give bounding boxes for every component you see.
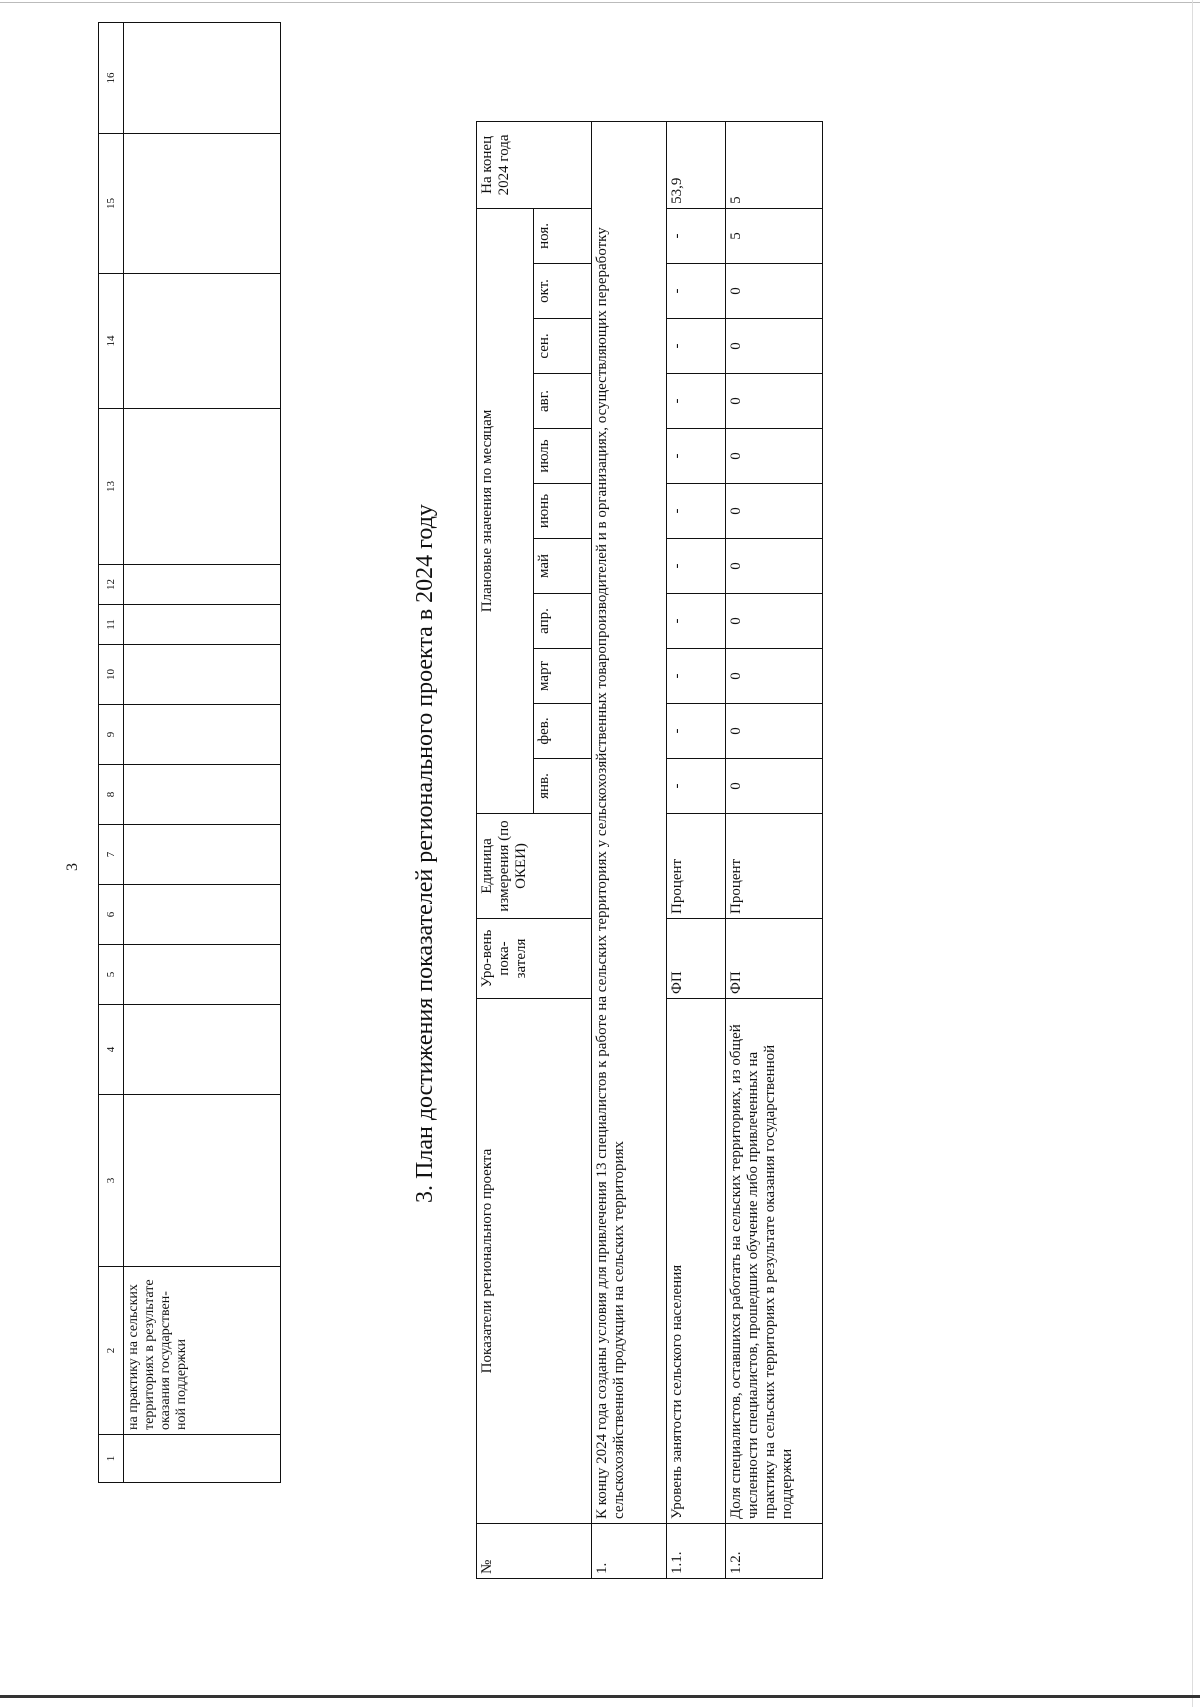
column-number: 10: [99, 645, 124, 705]
table-row: [726, 121, 823, 1578]
table-cell: [124, 705, 281, 765]
row-indicator: Доля специалистов, оставшихся работать на сельских территориях, из общей численности специалистов, прошедших обучение либо привлеченных на практику на сельских территориях в результате оказания государственной поддержки: [726, 999, 823, 1524]
column-number: 3: [99, 1095, 124, 1267]
row-month-value: 0: [726, 759, 823, 814]
row-unit: Процент: [726, 814, 823, 919]
row-month-value: -: [667, 594, 726, 649]
row-month-value: 0: [726, 484, 823, 539]
row-month-value: -: [667, 264, 726, 319]
column-number: 15: [99, 134, 124, 274]
row-month-value: 0: [726, 374, 823, 429]
table-cell: [124, 945, 281, 1005]
row-num: 1.1.: [667, 1524, 726, 1579]
header-month: сен.: [534, 319, 592, 374]
column-number: 6: [99, 885, 124, 945]
table-cell: на практику на сельских территориях в результате оказания государствен-ной поддержки: [124, 1267, 281, 1435]
row-month-value: 0: [726, 539, 823, 594]
table-cell: [124, 1005, 281, 1095]
column-number: 9: [99, 705, 124, 765]
row-num: 1.2.: [726, 1524, 823, 1579]
row-month-value: -: [667, 374, 726, 429]
row-month-value: 0: [726, 704, 823, 759]
header-monthly: Плановые значения по месяцам: [477, 208, 534, 813]
plan-table: [476, 121, 823, 1579]
row-month-value: -: [667, 319, 726, 374]
table-cell: [124, 645, 281, 705]
column-number: 2: [99, 1267, 124, 1435]
header-month: апр.: [534, 594, 592, 649]
column-number: 14: [99, 274, 124, 409]
table-cell: [124, 605, 281, 645]
row-month-value: 0: [726, 594, 823, 649]
table-cell: [124, 409, 281, 565]
table-row: [124, 23, 281, 1483]
header-indicator: Показатели регионального проекта: [477, 999, 592, 1524]
column-number: 11: [99, 605, 124, 645]
row-month-value: 0: [726, 264, 823, 319]
table-cell: [124, 274, 281, 409]
row-end-value: 5: [726, 121, 823, 208]
table-cell: [124, 825, 281, 885]
row-indicator: Уровень занятости сельского населения: [667, 999, 726, 1524]
row-month-value: -: [667, 484, 726, 539]
column-number: 4: [99, 1005, 124, 1095]
section-text: К концу 2024 года созданы условия для привлечения 13 специалистов к работе на сельских территориях у сельскохозяйственных товаропроизводителей и в организациях, осуществляющих переработку сельскохозяйственной продукции на сельских территориях: [592, 121, 667, 1523]
row-month-value: -: [667, 759, 726, 814]
table-cell: [124, 23, 281, 134]
row-level: ФП: [726, 919, 823, 999]
row-end-value: 53,9: [667, 121, 726, 208]
section-num: 1.: [592, 1524, 667, 1579]
header-month: май: [534, 539, 592, 594]
header-month: фев.: [534, 704, 592, 759]
row-month-value: -: [667, 649, 726, 704]
header-month: янв.: [534, 759, 592, 814]
column-number: 1: [99, 1435, 124, 1483]
header-month: март: [534, 649, 592, 704]
column-number: 8: [99, 765, 124, 825]
table-header-row: [99, 23, 124, 1483]
table-cell: [124, 1095, 281, 1267]
continuation-table: [98, 22, 281, 1483]
header-unit: Единица измерения (по ОКЕИ): [477, 814, 592, 919]
page-number: 3: [64, 863, 81, 871]
table-header-row: [477, 121, 534, 1578]
header-num: №: [477, 1524, 592, 1579]
table-cell: [124, 885, 281, 945]
header-end-of-year: На конец 2024 года: [477, 121, 592, 208]
row-month-value: -: [667, 704, 726, 759]
section-title: 3. План достижения показателей регионального проекта в 2024 году: [412, 504, 438, 1203]
row-month-value: -: [667, 539, 726, 594]
row-month-value: 0: [726, 649, 823, 704]
table-row: [667, 121, 726, 1578]
row-month-value: 5: [726, 208, 823, 263]
header-month: авг.: [534, 374, 592, 429]
column-number: 16: [99, 23, 124, 134]
header-month: июль: [534, 429, 592, 484]
row-month-value: 0: [726, 429, 823, 484]
table-cell: [124, 565, 281, 605]
header-month: ноя.: [534, 208, 592, 263]
header-month: июнь: [534, 484, 592, 539]
row-unit: Процент: [667, 814, 726, 919]
table-cell: [124, 765, 281, 825]
column-number: 7: [99, 825, 124, 885]
column-number: 5: [99, 945, 124, 1005]
header-level: Уро-вень пока-зателя: [477, 919, 592, 999]
header-month: окт.: [534, 264, 592, 319]
row-month-value: 0: [726, 319, 823, 374]
table-section-row: [592, 121, 667, 1578]
table-cell: [124, 1435, 281, 1483]
table-cell: [124, 134, 281, 274]
row-level: ФП: [667, 919, 726, 999]
row-month-value: -: [667, 208, 726, 263]
column-number: 13: [99, 409, 124, 565]
row-month-value: -: [667, 429, 726, 484]
column-number: 12: [99, 565, 124, 605]
